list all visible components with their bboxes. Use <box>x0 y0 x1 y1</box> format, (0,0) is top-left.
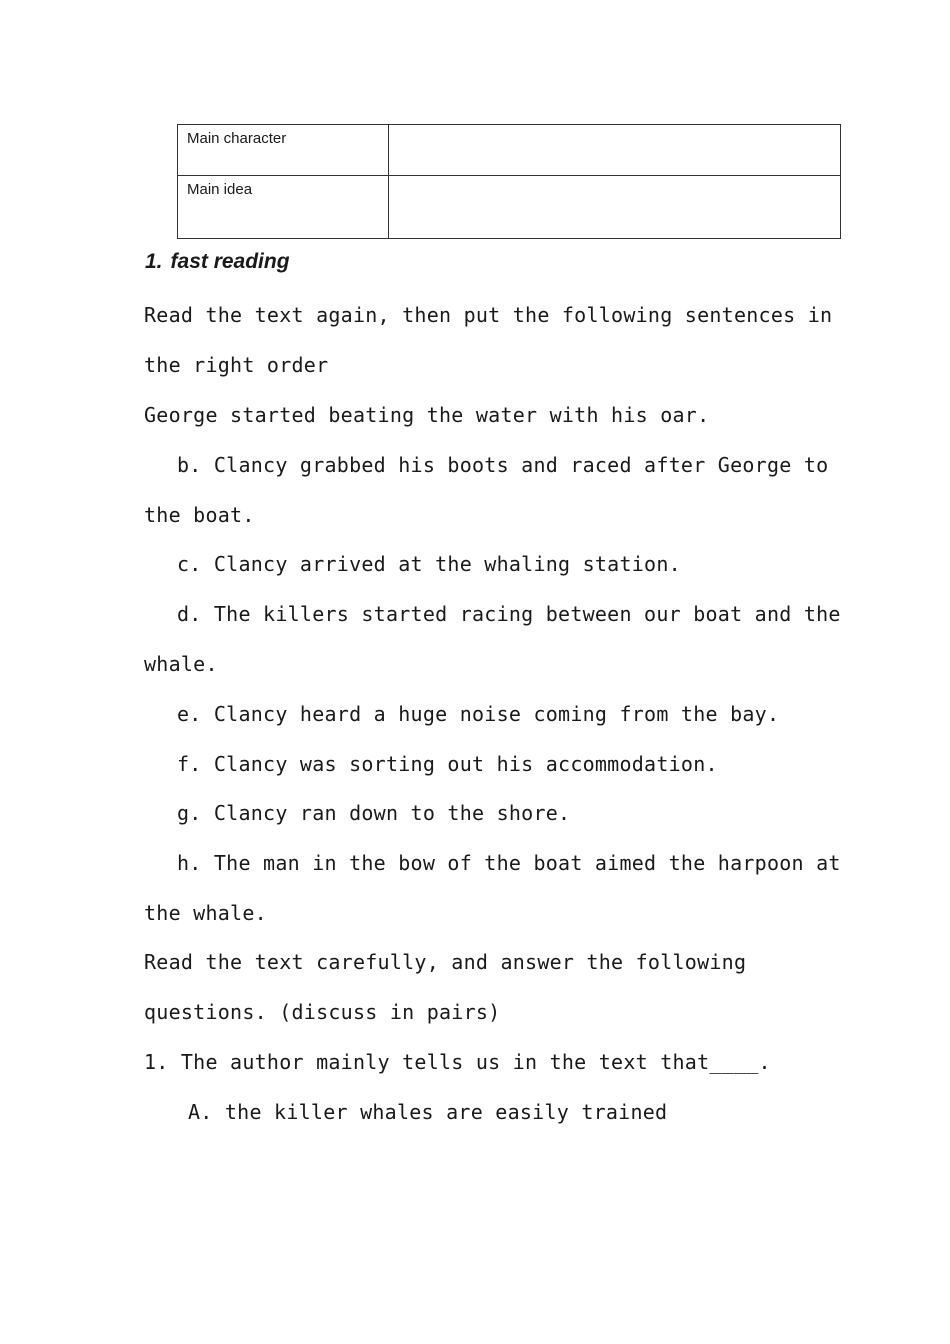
main-idea-answer-cell <box>389 176 841 239</box>
sentence-e: e. Clancy heard a huge noise coming from the bay. <box>177 702 780 726</box>
section-heading <box>145 250 290 274</box>
questions-instruction-line-2: questions. (discuss in pairs) <box>144 1000 501 1024</box>
main-character-label: Main character <box>178 125 389 176</box>
sentence-b-line-2: the boat. <box>144 503 255 527</box>
sentence-a: George started beating the water with his oar. <box>144 403 710 427</box>
question-1-text: 1. The author mainly tells us in the text that____. <box>144 1050 771 1074</box>
sentence-d-line-1: d. The killers started racing between our boat and the <box>177 602 841 626</box>
sentence-d-line-2: whale. <box>144 652 218 676</box>
order-instruction-line-2: the right order <box>144 353 329 377</box>
sentence-c: c. Clancy arrived at the whaling station. <box>177 552 681 576</box>
sentence-h-line-2: the whale. <box>144 901 267 925</box>
sentence-f: f. Clancy was sorting out his accommodation. <box>177 752 718 776</box>
question-1-option-a: A. the killer whales are easily trained <box>188 1100 668 1124</box>
table-row <box>178 176 841 239</box>
order-instruction-line-1: Read the text again, then put the following sentences in <box>144 303 833 327</box>
main-idea-label: Main idea <box>178 176 389 239</box>
table-row <box>178 125 841 176</box>
questions-instruction-line-1: Read the text carefully, and answer the following <box>144 950 747 974</box>
sentence-h-line-1: h. The man in the bow of the boat aimed the harpoon at <box>177 851 841 875</box>
main-character-answer-cell <box>389 125 841 176</box>
story-info-table <box>177 124 841 239</box>
sentence-g: g. Clancy ran down to the shore. <box>177 801 571 825</box>
section-title: fast reading <box>170 250 290 273</box>
section-number: 1. <box>145 250 163 273</box>
sentence-b-line-1: b. Clancy grabbed his boots and raced after George to <box>177 453 829 477</box>
